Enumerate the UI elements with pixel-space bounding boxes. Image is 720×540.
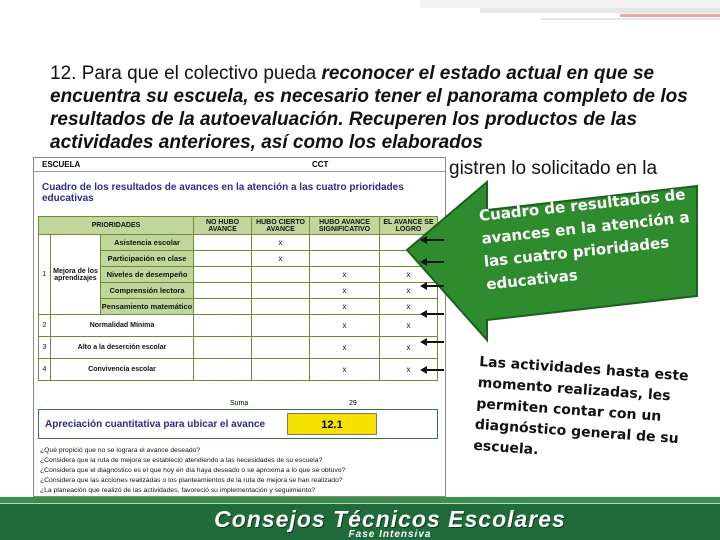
table-row bbox=[39, 337, 438, 359]
mark-cell bbox=[194, 299, 252, 315]
mark-cell bbox=[194, 251, 252, 267]
mark-cell: x bbox=[310, 315, 380, 337]
left-arrow-icon bbox=[420, 310, 444, 318]
mark-cell: x bbox=[310, 359, 380, 381]
callout-actividades: Las actividades hasta este momento realizadas, les permiten contar con un diagnóstico general de su escuela. bbox=[472, 353, 690, 459]
table-header-row bbox=[39, 217, 438, 235]
cct-label: CCT bbox=[312, 160, 329, 169]
question-item: ¿La planeación que realizó de las actividades, favoreció su implementación y seguimiento? bbox=[40, 487, 316, 494]
col-prioridades: PRIORIDADES bbox=[39, 217, 194, 235]
priority-label: Asistencia escolar bbox=[101, 235, 194, 251]
priority-label: Comprensión lectora bbox=[101, 283, 194, 299]
priority-label: Normalidad Mínima bbox=[51, 315, 194, 337]
footer-banner bbox=[0, 497, 720, 540]
mark-cell: x bbox=[380, 283, 438, 299]
mark-cell bbox=[310, 251, 380, 267]
row-number: 4 bbox=[39, 359, 51, 381]
mark-cell: x bbox=[380, 359, 438, 381]
footer-line bbox=[0, 503, 720, 504]
row-arrows bbox=[418, 230, 448, 390]
apreciacion-label: Apreciación cuantitativa para ubicar el avance bbox=[45, 419, 266, 430]
mark-cell: x bbox=[252, 251, 310, 267]
mark-cell bbox=[194, 267, 252, 283]
priority-label: Convivencia escolar bbox=[51, 359, 194, 381]
mark-cell: x bbox=[380, 315, 438, 337]
col-avance-logro: EL AVANCE SE LOGRO bbox=[380, 217, 438, 235]
suma-label: Suma bbox=[230, 400, 249, 407]
instruction-paragraph bbox=[50, 62, 690, 154]
mark-cell bbox=[194, 283, 252, 299]
sheet-title: Cuadro de los resultados de avances en la atención a las cuatro prioridades educativas bbox=[42, 182, 404, 204]
mark-cell bbox=[252, 283, 310, 299]
mark-cell: x bbox=[252, 235, 310, 251]
row-number: 2 bbox=[39, 315, 51, 337]
instruction-part2: reconocer el estado actual en que se encuentra su escuela, es necesario tener el panorama completo de los resultados de la autoevaluación. Recuperen los productos de las actividades anteriores, así como los elaborados bbox=[50, 63, 688, 153]
left-arrow-icon bbox=[420, 258, 444, 266]
mark-cell bbox=[194, 315, 252, 337]
instruction-part1: 12. Para que el colectivo pueda bbox=[50, 63, 322, 84]
priority-label: Niveles de desempeño bbox=[101, 267, 194, 283]
mark-cell bbox=[252, 267, 310, 283]
table-row bbox=[39, 235, 438, 251]
mark-cell: x bbox=[310, 267, 380, 283]
footer-title: Consejos Técnicos Escolares bbox=[214, 506, 566, 532]
left-arrow-icon bbox=[420, 236, 444, 244]
left-arrow-icon bbox=[420, 338, 444, 346]
instruction-tail: gistren lo solicitado en la bbox=[449, 158, 658, 179]
priority-label: Participación en clase bbox=[101, 251, 194, 267]
mark-cell bbox=[252, 337, 310, 359]
suma-value: 29 bbox=[349, 400, 357, 407]
apreciacion-value: 12.1 bbox=[287, 413, 377, 435]
question-item: ¿Qué propició que no se lograra el avance deseado? bbox=[40, 447, 201, 454]
left-arrow-icon bbox=[420, 366, 444, 374]
mark-cell bbox=[252, 359, 310, 381]
mark-cell bbox=[194, 337, 252, 359]
mark-cell bbox=[310, 235, 380, 251]
group-label: Mejora de los aprendizajes bbox=[51, 235, 101, 315]
question-item: ¿Considera que la ruta de mejora se estableció atendiendo a las necesidades de su escuela? bbox=[40, 457, 323, 464]
left-arrow-icon bbox=[420, 282, 444, 290]
footer-subtitle: Fase Intensiva bbox=[348, 529, 432, 540]
mark-cell: x bbox=[310, 283, 380, 299]
mark-cell: x bbox=[380, 267, 438, 283]
priorities-table bbox=[38, 216, 438, 381]
mark-cell bbox=[194, 359, 252, 381]
top-decoration bbox=[420, 0, 720, 40]
col-cierto-avance: HUBO CIERTO AVANCE bbox=[252, 217, 310, 235]
mark-cell: x bbox=[380, 299, 438, 315]
priority-label: Pensamiento matemático bbox=[101, 299, 194, 315]
mark-cell: x bbox=[310, 299, 380, 315]
question-item: ¿Considera que las acciones realizadas o los planteamientos de la ruta de mejora se han realizado? bbox=[40, 477, 343, 484]
callout-cuadro-resultados: Cuadro de resultados de avances en la atención a las cuatro prioridades educativas bbox=[478, 185, 691, 294]
mark-cell bbox=[252, 299, 310, 315]
mark-cell bbox=[194, 235, 252, 251]
escuela-label: ESCUELA bbox=[42, 160, 81, 169]
col-no-avance: NO HUBO AVANCE bbox=[194, 217, 252, 235]
group-number: 1 bbox=[39, 235, 51, 315]
results-spreadsheet bbox=[33, 157, 446, 497]
sheet-header-row bbox=[34, 158, 445, 172]
mark-cell: x bbox=[310, 337, 380, 359]
row-number: 3 bbox=[39, 337, 51, 359]
mark-cell bbox=[252, 315, 310, 337]
mark-cell: x bbox=[380, 337, 438, 359]
priority-label: Alto a la deserción escolar bbox=[51, 337, 194, 359]
apreciacion-box bbox=[38, 409, 438, 439]
col-avance-significativo: HUBO AVANCE SIGNIFICATIVO bbox=[310, 217, 380, 235]
table-row bbox=[39, 315, 438, 337]
table-row bbox=[39, 359, 438, 381]
question-item: ¿Considera que el diagnóstico es el que hoy en día haya deseado o se aproxima a lo que se obtuvo? bbox=[40, 467, 346, 474]
